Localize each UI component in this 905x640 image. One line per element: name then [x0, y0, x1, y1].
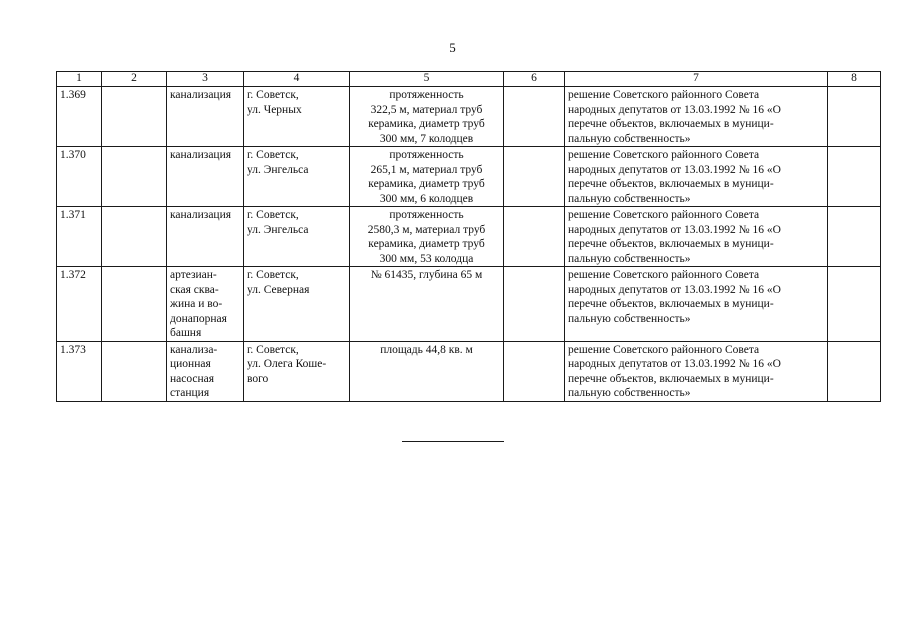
cell-col6: [504, 267, 565, 342]
cell-address-line: г. Советск,: [247, 89, 299, 101]
cell-document-line: пальную собственность»: [568, 387, 691, 399]
cell-document: [565, 341, 828, 401]
cell-col8: [828, 207, 881, 267]
cell-document-line: решение Советского районного Совета: [568, 149, 760, 161]
column-header: 4: [244, 72, 350, 87]
cell-object-name-line: донапорная: [170, 312, 227, 325]
registry-body: [57, 87, 881, 402]
cell-address-line: ул. Энгельса: [247, 223, 309, 236]
cell-document-line: перечне объектов, включаемых в муници-: [568, 298, 774, 310]
cell-document-line: пальную собственность»: [568, 252, 691, 265]
table-row: [57, 207, 881, 267]
cell-characteristics: [350, 87, 504, 147]
cell-characteristics-line: 2580,3 м, материал труб: [367, 223, 486, 236]
cell-object-name-line: канализация: [170, 209, 232, 221]
cell-characteristics: [350, 207, 504, 267]
column-header: 8: [828, 72, 881, 87]
cell-characteristics-line: 322,5 м, материал труб: [370, 103, 483, 116]
separator-line: [402, 441, 504, 442]
cell-document-line: пальную собственность»: [568, 132, 691, 145]
cell-document-line: решение Советского районного Совета: [568, 209, 760, 221]
cell-object-name-line: канализация: [170, 149, 232, 161]
cell-characteristics-line: протяженность: [389, 209, 464, 221]
cell-document: [565, 207, 828, 267]
cell-number: 1.369: [57, 87, 102, 147]
header-row: [57, 72, 881, 87]
cell-characteristics-line: площадь 44,8 кв. м: [380, 343, 473, 356]
cell-address-line: ул. Олега Коше-: [247, 358, 327, 370]
cell-document-line: решение Советского районного Совета: [568, 89, 760, 101]
cell-object-name-line: ская сква-: [170, 283, 219, 296]
cell-address-line: г. Советск,: [247, 269, 299, 281]
column-header: 3: [167, 72, 244, 87]
cell-object-name-line: ционная: [170, 358, 211, 370]
column-header: 7: [565, 72, 828, 87]
cell-number: 1.373: [57, 341, 102, 401]
cell-col6: [504, 147, 565, 207]
cell-characteristics-line: 300 мм, 6 колодцев: [379, 192, 474, 205]
cell-document-line: народных депутатов от 13.03.1992 № 16 «О: [568, 283, 781, 296]
cell-address-line: г. Советск,: [247, 343, 299, 356]
column-header: 1: [57, 72, 102, 87]
cell-document: [565, 267, 828, 342]
cell-object-name-line: канализация: [170, 89, 232, 101]
cell-document-line: перечне объектов, включаемых в муници-: [568, 238, 774, 250]
cell-col8: [828, 87, 881, 147]
cell-address: [244, 147, 350, 207]
cell-characteristics-line: 265,1 м, материал труб: [370, 163, 483, 176]
cell-characteristics-line: керамика, диаметр труб: [368, 178, 485, 190]
cell-document-line: перечне объектов, включаемых в муници-: [568, 178, 774, 190]
cell-document: [565, 147, 828, 207]
cell-document-line: пальную собственность»: [568, 192, 691, 205]
page-number: 5: [449, 40, 456, 55]
cell-col8: [828, 147, 881, 207]
table-row: [57, 147, 881, 207]
cell-object-name-line: насосная: [170, 372, 215, 385]
cell-document-line: решение Советского районного Совета: [568, 269, 760, 281]
cell-characteristics-line: № 61435, глубина 65 м: [370, 269, 483, 281]
cell-object-name-line: жина и во-: [170, 298, 223, 310]
cell-object-name: [167, 207, 244, 267]
cell-col6: [504, 207, 565, 267]
cell-col2: [102, 87, 167, 147]
cell-characteristics-line: протяженность: [389, 89, 464, 101]
cell-col8: [828, 341, 881, 401]
cell-characteristics: [350, 267, 504, 342]
column-header: 5: [350, 72, 504, 87]
cell-document-line: народных депутатов от 13.03.1992 № 16 «О: [568, 103, 781, 116]
cell-object-name: [167, 87, 244, 147]
cell-address-line: ул. Северная: [247, 283, 310, 296]
cell-address: [244, 207, 350, 267]
cell-document-line: перечне объектов, включаемых в муници-: [568, 372, 774, 385]
cell-document-line: решение Советского районного Совета: [568, 343, 760, 356]
table-row: [57, 267, 881, 342]
cell-number: 1.371: [57, 207, 102, 267]
cell-object-name-line: башня: [170, 327, 202, 339]
cell-col2: [102, 147, 167, 207]
cell-document-line: пальную собственность»: [568, 312, 691, 325]
column-header: 6: [504, 72, 565, 87]
cell-characteristics-line: 300 мм, 53 колодца: [379, 252, 474, 265]
cell-document-line: народных депутатов от 13.03.1992 № 16 «О: [568, 223, 781, 236]
cell-number: 1.370: [57, 147, 102, 207]
cell-document-line: перечне объектов, включаемых в муници-: [568, 118, 774, 130]
cell-address: [244, 267, 350, 342]
cell-object-name-line: станция: [170, 387, 210, 399]
cell-address-line: ул. Черных: [247, 103, 302, 116]
cell-object-name: [167, 341, 244, 401]
cell-col2: [102, 267, 167, 342]
column-header: 2: [102, 72, 167, 87]
cell-col8: [828, 267, 881, 342]
cell-col6: [504, 87, 565, 147]
cell-col2: [102, 341, 167, 401]
cell-col2: [102, 207, 167, 267]
cell-document-line: народных депутатов от 13.03.1992 № 16 «О: [568, 358, 781, 370]
cell-document-line: народных депутатов от 13.03.1992 № 16 «О: [568, 163, 781, 176]
table-row: [57, 87, 881, 147]
cell-document: [565, 87, 828, 147]
cell-address-line: г. Советск,: [247, 149, 299, 161]
cell-address: [244, 341, 350, 401]
cell-address-line: вого: [247, 372, 269, 385]
cell-characteristics-line: керамика, диаметр труб: [368, 238, 485, 250]
cell-object-name: [167, 267, 244, 342]
cell-object-name-line: артезиан-: [170, 269, 217, 281]
cell-col6: [504, 341, 565, 401]
cell-address: [244, 87, 350, 147]
table-row: [57, 341, 881, 401]
registry-table: [56, 71, 881, 402]
cell-object-name: [167, 147, 244, 207]
cell-characteristics: [350, 147, 504, 207]
cell-address-line: г. Советск,: [247, 209, 299, 221]
cell-characteristics-line: протяженность: [389, 149, 464, 161]
cell-number: 1.372: [57, 267, 102, 342]
cell-characteristics-line: 300 мм, 7 колодцев: [379, 132, 474, 145]
cell-characteristics-line: керамика, диаметр труб: [368, 118, 485, 130]
cell-object-name-line: канализа-: [170, 343, 218, 356]
cell-address-line: ул. Энгельса: [247, 163, 309, 176]
cell-characteristics: [350, 341, 504, 401]
